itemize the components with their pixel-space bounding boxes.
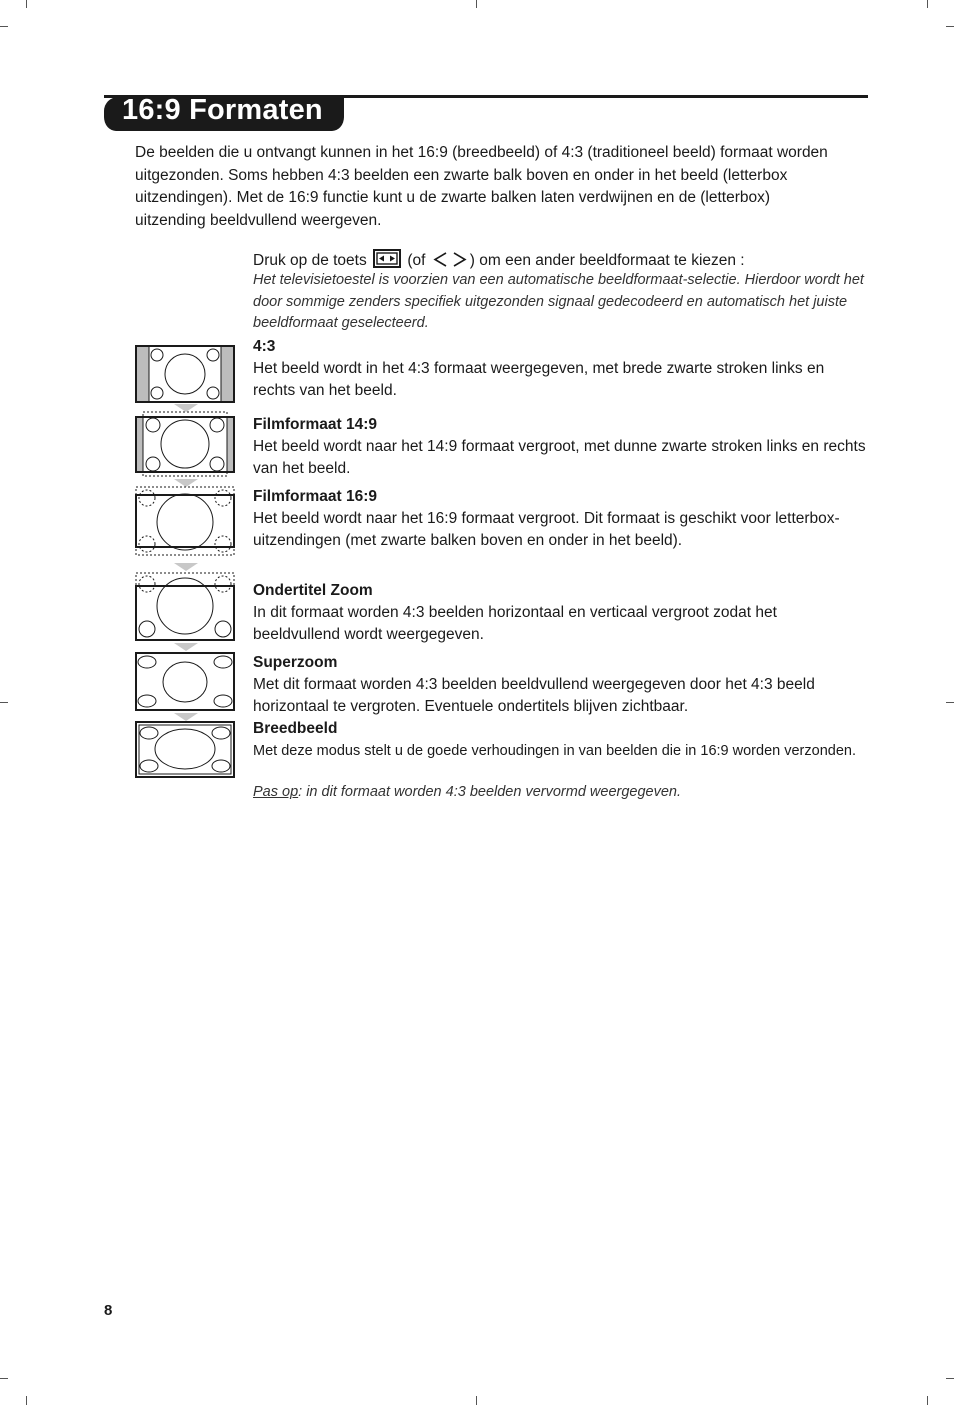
arrow-down-icon [174, 713, 198, 721]
mode-widescreen [253, 718, 868, 762]
mode-title: Filmformaat 16:9 [253, 488, 378, 505]
mode-description: Met deze modus stelt u de goede verhoudingen in van beelden die in 16:9 worden verzonden. [253, 743, 856, 759]
page-title: 16:9 Formaten [122, 94, 323, 126]
arrow-down-icon [174, 643, 198, 651]
mode-16-9 [253, 486, 868, 552]
intro-paragraph: De beelden die u ontvangt kunnen in het 16:9 (breedbeeld) of 4:3 (traditioneel beeld) formaat worden uitgezonden. Soms hebben 4:3 beelden een zwarte balk boven en onder in het beeld (letterbox uitzendingen). Met de 16:9 functie kunt u de zwarte balken laten verdwijnen en de (letterbox) uitzending beeldvullend weergeven. [135, 144, 828, 229]
auto-format-note: Het televisietoestel is voorzien van een automatische beeldformaat-selectie. Hierdoor wordt het door sommige zenders specifiek uitgezonden signaal gedecodeerd en automatisch het juiste beeldformaat geselecteerd. [253, 272, 864, 332]
left-right-arrows-icon [432, 251, 468, 268]
superzoom-icon [135, 652, 235, 712]
format-4-3-icon [135, 345, 235, 403]
instruction-text-2: (of [407, 252, 426, 269]
subtitle-zoom-icon [135, 572, 235, 642]
arrow-down-icon [174, 563, 198, 571]
mode-description: Het beeld wordt naar het 14:9 formaat vergroot, met dunne zwarte stroken links en rechts van het beeld. [253, 438, 866, 477]
instruction-text-1: Druk op de toets [253, 252, 367, 269]
note-text: : in dit formaat worden 4:3 beelden vervormd weergegeven. [298, 784, 682, 800]
mode-title: Filmformaat 14:9 [253, 416, 378, 433]
widescreen-icon [135, 721, 235, 779]
mode-description: In dit formaat worden 4:3 beelden horizontaal en verticaal vergroot zodat het beeldvullend wordt weergegeven. [253, 604, 777, 643]
mode-description: Het beeld wordt in het 4:3 formaat weergegeven, met brede zwarte stroken links en rechts van het beeld. [253, 360, 825, 399]
format-14-9-icon [135, 411, 235, 477]
mode-title: Breedbeeld [253, 720, 338, 737]
note-label: Pas op [253, 784, 299, 800]
format-16-9-icon [135, 486, 235, 556]
mode-subtitle-zoom [253, 580, 868, 646]
mode-title: 4:3 [253, 338, 276, 355]
mode-superzoom [253, 652, 868, 718]
mode-description: Met dit formaat worden 4:3 beelden beeldvullend weergegeven door het 4:3 beeld horizontaal te vergroten. Eventuele ondertitels blijven zichtbaar. [253, 676, 815, 715]
instruction-line [253, 249, 745, 272]
format-key-icon [373, 249, 401, 268]
page-number: 8 [104, 1302, 113, 1319]
warning-note [253, 784, 681, 800]
instruction-text-3: ) om een ander beeldformaat te kiezen : [469, 252, 745, 269]
mode-description: Het beeld wordt naar het 16:9 formaat vergroot. Dit formaat is geschikt voor letterbox-uitzendingen (met zwarte balken boven en onder in het beeld). [253, 510, 840, 549]
mode-14-9 [253, 414, 868, 480]
mode-4-3 [253, 336, 868, 402]
mode-title: Superzoom [253, 654, 338, 671]
mode-title: Ondertitel Zoom [253, 582, 373, 599]
